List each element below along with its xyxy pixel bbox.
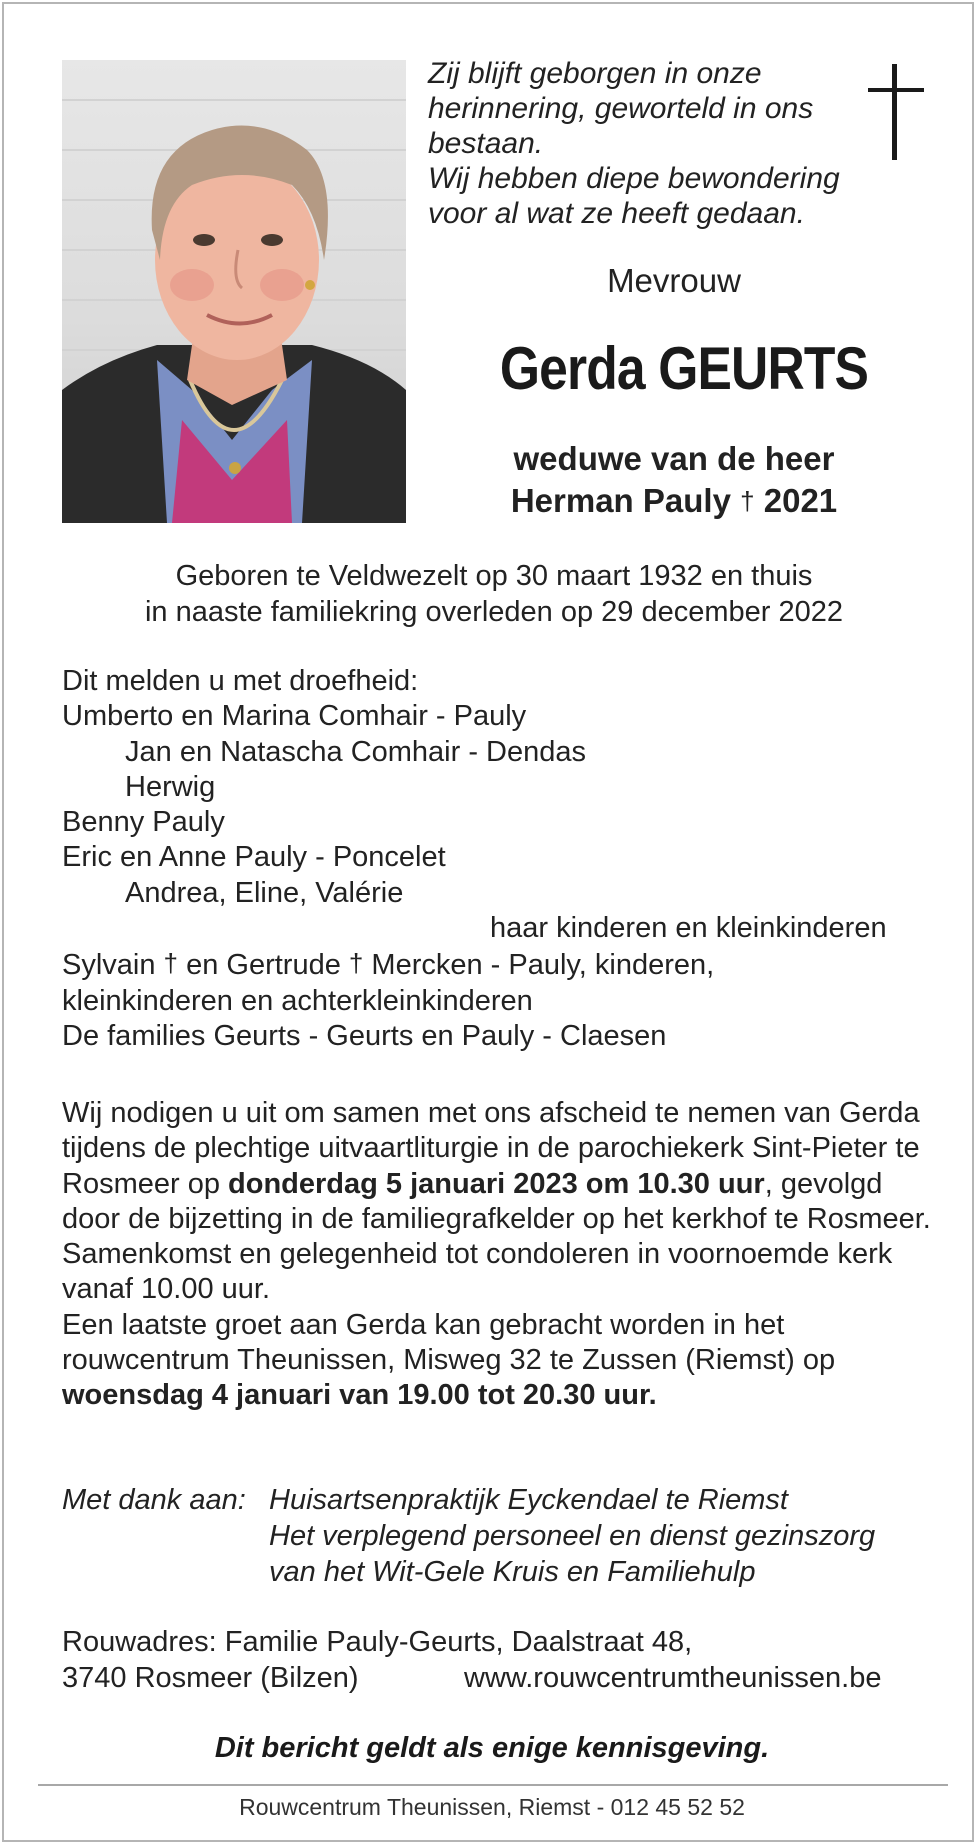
thanks-line: Huisartsenpraktijk Eyckendael te Riemst [269, 1484, 788, 1516]
address-line: Rouwadres: Familie Pauly-Geurts, Daalstraat 48, [62, 1626, 693, 1658]
family-line: Jan en Natascha Comhair - Dendas [125, 735, 587, 768]
spouse-line [424, 480, 924, 522]
motto-line: voor al wat ze heeft gedaan. [428, 197, 805, 230]
family-line: kleinkinderen en achterkleinkinderen [62, 984, 533, 1017]
motto-line: herinnering, geworteld in ons [428, 92, 814, 125]
spouse-death-year: 2021 [763, 482, 838, 519]
small-cross-icon: † [163, 948, 179, 979]
footer-contact: Rouwcentrum Theunissen, Riemst - 012 45 52 52 [239, 1794, 745, 1820]
relation-line: haar kinderen en kleinkinderen [490, 912, 887, 945]
announcement [62, 664, 887, 1054]
motto-line: Wij hebben diepe bewondering [428, 162, 840, 195]
family-line: Benny Pauly [62, 806, 225, 839]
portrait-photo [62, 60, 406, 523]
gathering-text: Samenkomst en gelegenheid tot condoleren in voornoemde kerk vanaf 10.00 uur. [62, 1238, 893, 1306]
farewell-text: Een laatste groet aan Gerda kan gebracht worden in het rouwcentrum Theunissen, Misweg 32 te Zussen (Riemst) op [62, 1308, 836, 1377]
acknowledgements [62, 1482, 875, 1590]
funeral-invitation [62, 1096, 942, 1414]
birth-death-info [44, 558, 944, 630]
address-city: 3740 Rosmeer (Bilzen) [62, 1662, 359, 1694]
small-cross-icon: † [740, 486, 755, 516]
honorific: Mevrouw [607, 262, 741, 299]
website-link[interactable]: www.rouwcentrumtheunissen.be [464, 1662, 882, 1694]
siblings-line [62, 946, 887, 983]
thanks-label: Met dank aan: [62, 1484, 246, 1516]
cross-icon [868, 64, 924, 160]
invitation-text: , gevolgd door de bijzetting in de familiegrafkelder op het kerkhof te Rosmeer. [62, 1167, 931, 1235]
deceased-name: Gerda GEURTS [499, 335, 869, 402]
announcement-intro: Dit melden u met droefheid: [62, 665, 419, 697]
mourning-address [62, 1624, 882, 1696]
invitation-paragraph [62, 1096, 942, 1237]
widow-line: weduwe van de heer [513, 440, 835, 477]
born-line: Geboren te Veldwezelt op 30 maart 1932 en thuis [175, 560, 813, 592]
family-line: Eric en Anne Pauly - Poncelet [62, 841, 446, 874]
invitation-text: Wij nodigen u uit om samen met ons afscheid te nemen van Gerda tijdens de plechtige uitvaartliturgie in de parochiekerk Sint-Pieter te Rosmeer op [62, 1097, 920, 1200]
motto-line: Zij blijft geborgen in onze [428, 57, 762, 90]
motto-line: bestaan. [428, 127, 544, 160]
obituary-card [2, 2, 974, 1842]
died-line: in naaste familiekring overleden op 29 december 2022 [144, 596, 844, 628]
spouse-info [424, 438, 924, 522]
family-line: Herwig [125, 770, 216, 803]
portrait-illustration [62, 60, 406, 523]
motto [428, 56, 868, 231]
family-line: De families Geurts - Geurts en Pauly - Claesen [62, 1019, 667, 1052]
family-line: Umberto en Marina Comhair - Pauly [62, 700, 527, 733]
divider [38, 1784, 948, 1786]
siblings-text: Sylvain [62, 949, 164, 982]
siblings-text: en Gertrude [178, 949, 349, 982]
thanks-line: Het verplegend personeel en dienst gezinszorg [269, 1520, 876, 1552]
thanks-line: van het Wit-Gele Kruis en Familiehulp [269, 1556, 756, 1588]
small-cross-icon: † [348, 948, 364, 979]
siblings-text: Mercken - Pauly, kinderen, [363, 949, 715, 982]
farewell-datetime: woensdag 4 januari van 19.00 tot 20.30 uur. [62, 1379, 657, 1412]
funeral-datetime: donderdag 5 januari 2023 om 10.30 uur [228, 1167, 765, 1200]
notice-statement: Dit bericht geldt als enige kennisgeving. [214, 1732, 770, 1764]
family-line: Andrea, Eline, Valérie [125, 876, 404, 909]
spouse-name: Herman Pauly [510, 482, 731, 519]
